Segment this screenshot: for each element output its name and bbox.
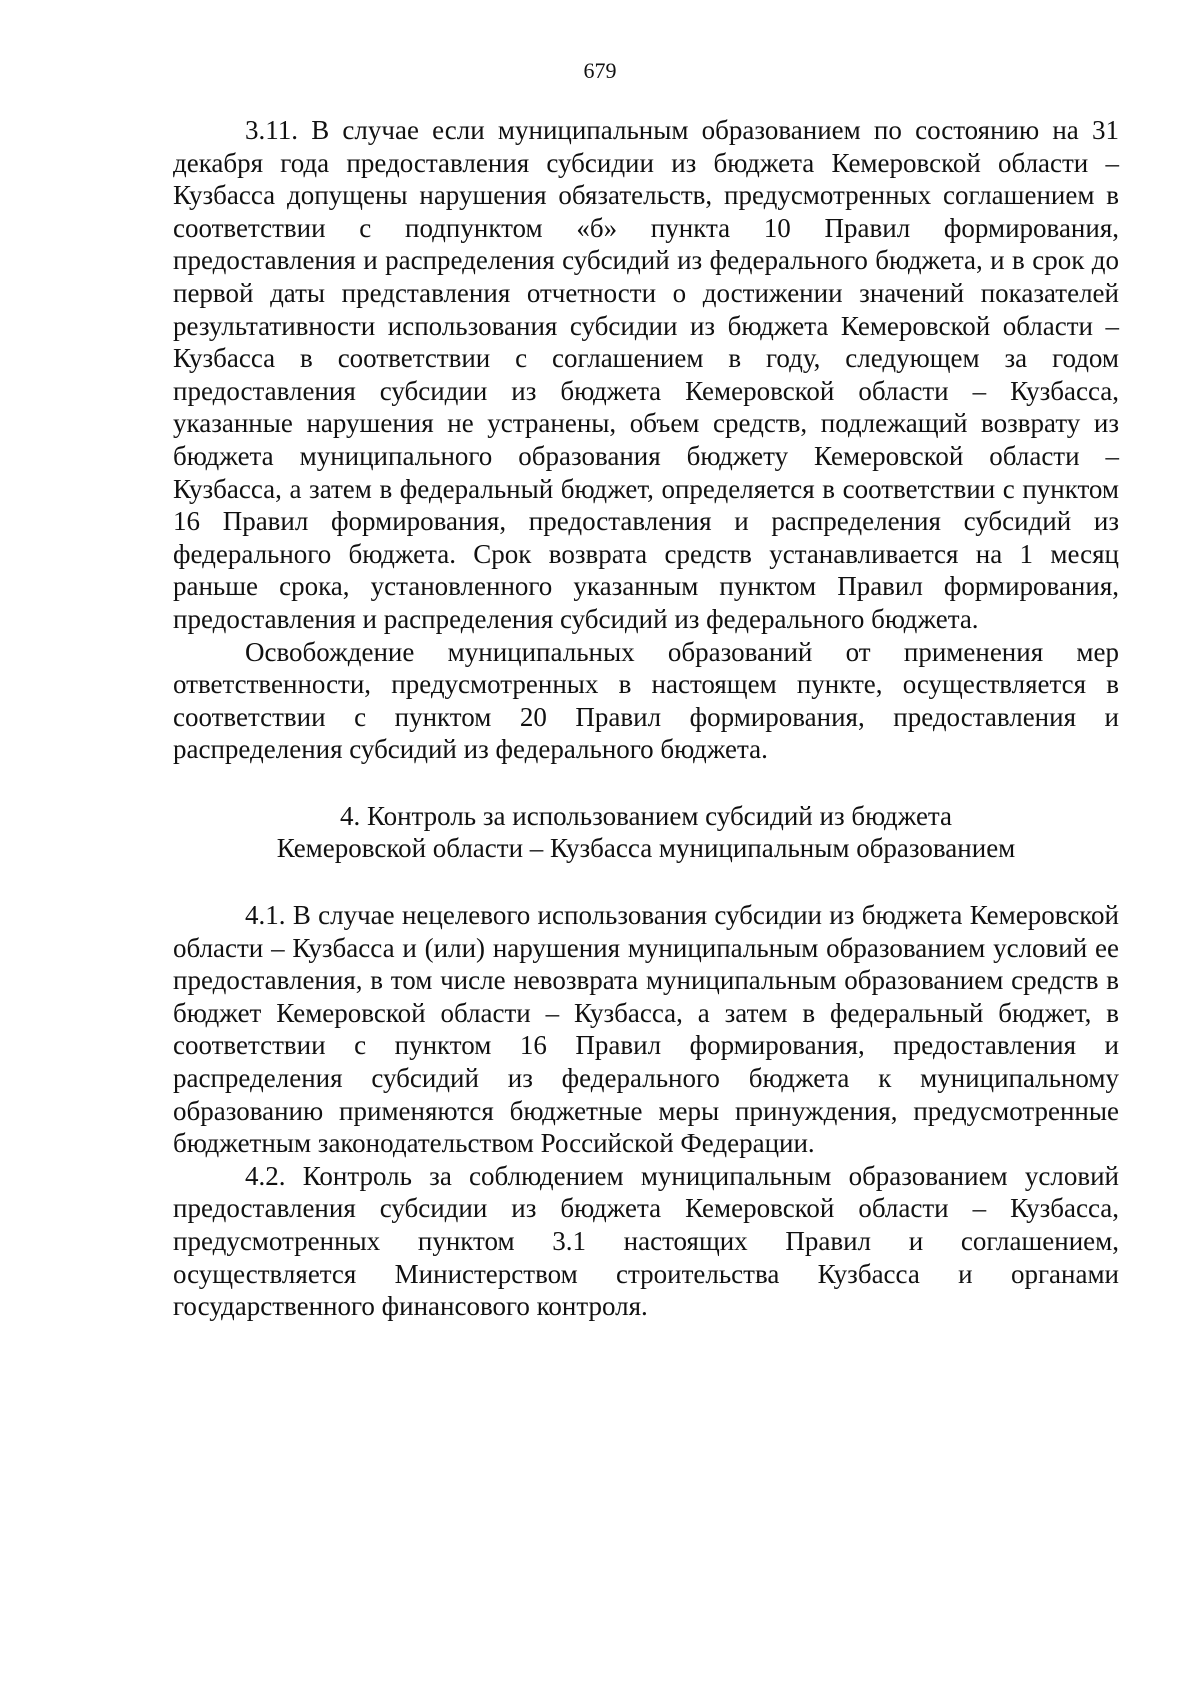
section-heading-line-2: Кемеровской области – Кузбасса муниципальным образованием — [276, 833, 1016, 864]
paragraph-exemption: Освобождение муниципальных образований от применения мер ответственности, предусмотренных в настоящем пункте, осуществляется в соответствии с пунктом 20 Правил формирования, предоставления и распределения субсидий из федерального бюджета. — [173, 636, 1119, 765]
document-body — [173, 114, 1119, 1323]
section-heading — [173, 800, 1119, 865]
paragraph-4-2: 4.2. Контроль за соблюдением муниципальным образованием условий предоставления субсидии из бюджета Кемеровской области – Кузбасса, предусмотренных пунктом 3.1 настоящих Правил и соглашением, осуществляется Министерством строительства Кузбасса и органами государственного финансового контроля. — [173, 1160, 1119, 1322]
paragraph-4-1: 4.1. В случае нецелевого использования субсидии из бюджета Кемеровской области – Кузбасса и (или) нарушения муниципальным образованием условий ее предоставления, в том числе невозврата муниципальным образованием средств в бюджет Кемеровской области – Кузбасса, а затем в федеральный бюджет, в соответствии с пунктом 16 Правил формирования, предоставления и распределения субсидий из федерального бюджета к муниципальному образованию применяются бюджетные меры принуждения, предусмотренные бюджетным законодательством Российской Федерации. — [173, 900, 1119, 1159]
section-heading-line-1: 4. Контроль за использованием субсидий из бюджета — [339, 800, 953, 831]
paragraph-3-11: 3.11. В случае если муниципальным образованием по состоянию на 31 декабря года предоставления субсидии из бюджета Кемеровской области – Кузбасса допущены нарушения обязательств, предусмотренных соглашением в соответствии с подпунктом «б» пункта 10 Правил формирования, предоставления и распределения субсидий из федерального бюджета, и в срок до первой даты представления отчетности о достижении значений показателей результативности использования субсидии из бюджета Кемеровской области – Кузбасса в соответствии с соглашением в году, следующем за годом предоставления субсидии из бюджета Кемеровской области – Кузбасса, указанные нарушения не устранены, объем средств, подлежащий возврату из бюджета муниципального образования бюджету Кемеровской области – Кузбасса, а затем в федеральный бюджет, определяется в соответствии с пунктом 16 Правил формирования, предоставления и распределения субсидий из федерального бюджета. Срок возврата средств устанавливается на 1 месяц раньше срока, установленного указанным пунктом Правил формирования, предоставления и распределения субсидий из федерального бюджета. — [173, 115, 1119, 634]
page-number: 679 — [583, 58, 617, 83]
